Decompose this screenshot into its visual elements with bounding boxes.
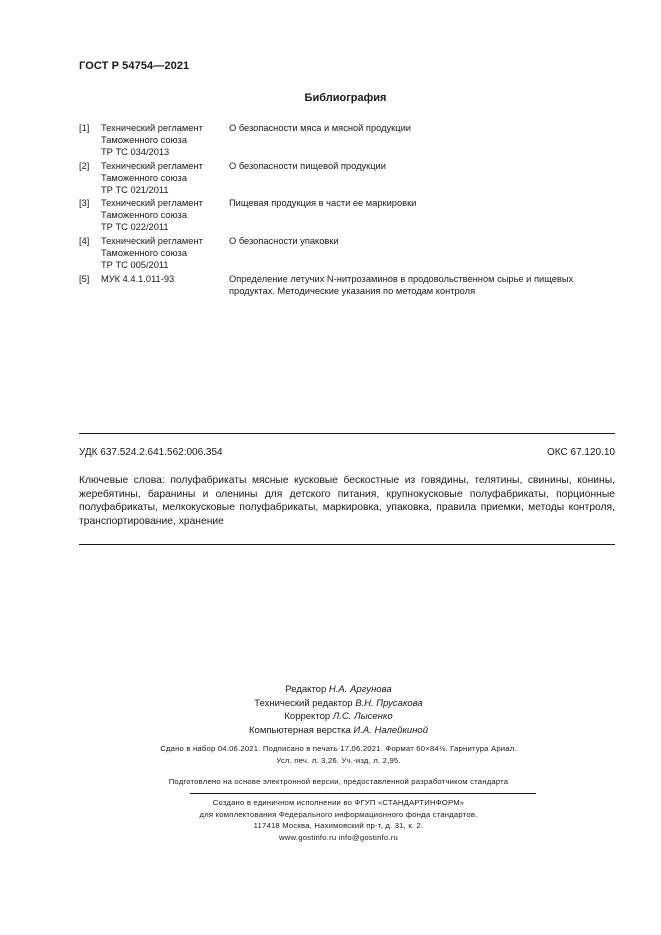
bibliography-title: Библиография: [304, 92, 387, 104]
divider: [190, 793, 536, 794]
entry-reference: МУК 4.4.1.011-93: [101, 274, 175, 284]
divider: [79, 544, 615, 545]
credit-role: Редактор: [285, 684, 327, 695]
print-info-line: Усл. печ. л. 3,26. Уч.-изд. л. 2,95.: [276, 755, 401, 765]
credit-line: [16, 697, 661, 711]
credit-line: [16, 683, 661, 697]
publisher-block: [0, 797, 661, 843]
oks-code: ОКС 67.120.10: [547, 447, 615, 458]
publisher-line: 117418 Москва, Нахимовский пр-т, д. 31, к. 2.: [253, 821, 424, 831]
publisher-contacts: www.gostinfo.ru info@gostinfo.ru: [279, 832, 398, 842]
credit-role: Компьютерная верстка: [249, 724, 351, 736]
entry-reference: Технический регламент Таможенного союза ТР ТС 022/2011: [101, 198, 203, 233]
document-code: ГОСТ Р 54754—2021: [79, 60, 190, 72]
entry-title: Определение летучих N-нитрозаминов в продовольственном сырье и пищевых продуктах. Методические указания по методам контроля: [229, 274, 574, 297]
publisher-line: для комплектования Федерального информационного фонда стандартов.: [199, 809, 478, 819]
credits-block: [0, 683, 661, 737]
publisher-line: Создано в единичном исполнении во ФГУП «СТАНДАРТИНФОРМ»: [212, 798, 465, 807]
entry-reference: Технический регламент Таможенного союза ТР ТС 034/2013: [101, 123, 203, 158]
credit-line: [16, 710, 661, 724]
entry-number: [2]: [79, 161, 90, 171]
credit-role: Корректор: [284, 711, 331, 722]
entry-title: О безопасности мяса и мясной продукции: [229, 123, 411, 133]
print-info-line: Сдано в набор 04.06.2021. Подписано в печать 17.06.2021. Формат 60×84⅛. Гарнитура Ариал.: [160, 744, 517, 753]
entry-title: О безопасности упаковки: [229, 236, 339, 246]
entry-reference: Технический регламент Таможенного союза ТР ТС 021/2011: [101, 161, 203, 196]
entry-title: О безопасности пищевой продукции: [229, 161, 386, 171]
entry-number: [1]: [79, 123, 90, 133]
udk-code: УДК 637.524.2.641.562:006.354: [79, 447, 223, 458]
prepared-note: Подготовлено на основе электронной версии, предоставленной разработчиком стандарта: [168, 777, 509, 786]
credit-name: Л.С. Лысенко: [332, 711, 393, 722]
entry-title: Пищевая продукция в части ее маркировки: [229, 198, 417, 208]
keywords-text: Ключевые слова: полуфабрикаты мясные кусковые бескостные из говядины, телятины, свинины, конины, жеребятины, баранины и оленины для детского питания, крупнокусковые полуфабрикаты, порционные полуфабрикаты, мелкокусковые полуфабрикаты, маркировка, упаковка, правила приемки, методы контроля, транспортирование, хранение: [79, 475, 615, 527]
credit-name: И.А. Налейкиной: [353, 724, 428, 736]
credit-name: В.Н. Прусакова: [355, 697, 423, 709]
credit-role: Технический редактор: [254, 697, 353, 709]
entry-reference: Технический регламент Таможенного союза ТР ТС 005/2011: [101, 236, 203, 271]
print-info: [0, 743, 661, 766]
entry-number: [4]: [79, 236, 90, 246]
credit-line: [16, 724, 661, 738]
divider: [79, 433, 615, 434]
entry-number: [5]: [79, 274, 90, 284]
entry-number: [3]: [79, 198, 90, 208]
credit-name: Н.А. Аргунова: [328, 684, 392, 695]
